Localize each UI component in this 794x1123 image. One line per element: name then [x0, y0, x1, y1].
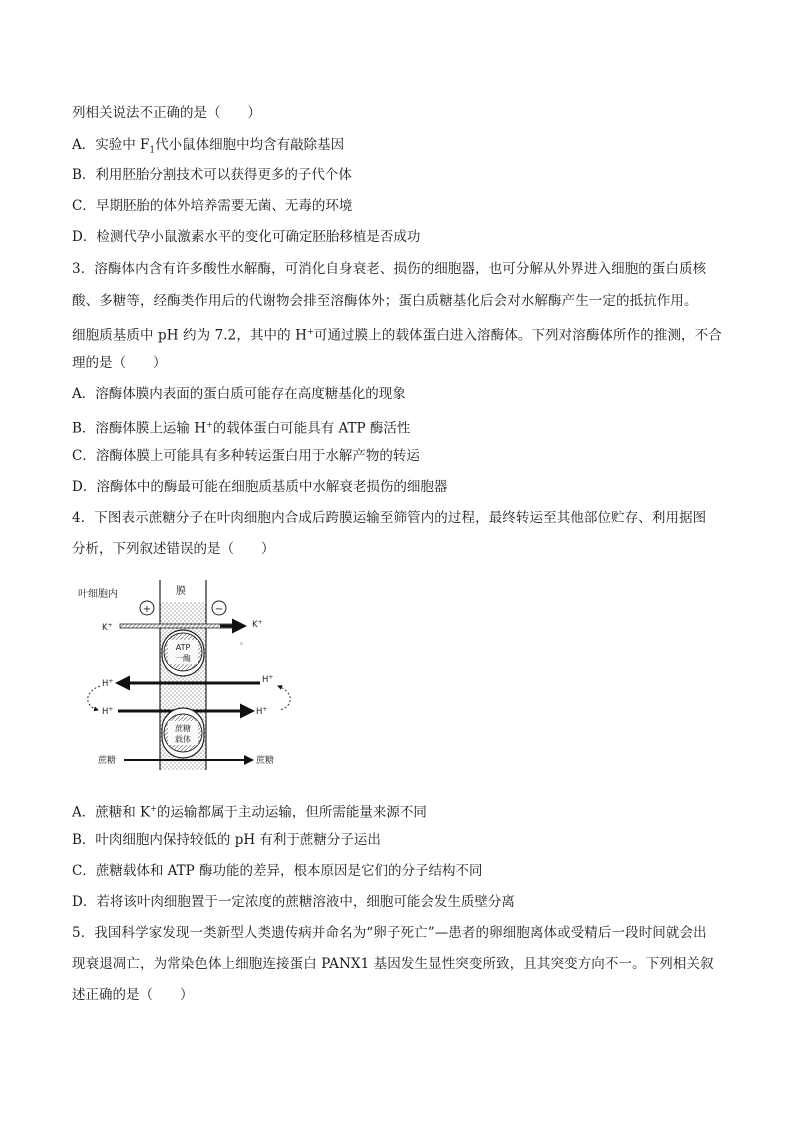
q3-stem-line2: 酸、多糖等，经酶类作用后的代谢物会排至溶酶体外；蛋白质糖基化后会对水解酶产生一定的抵抗作用。 — [72, 293, 698, 309]
svg-text:−: − — [214, 604, 224, 615]
svg-text:+: + — [142, 604, 152, 615]
sucrose-right-label: 蔗糖 — [256, 756, 275, 766]
k-ion-left: K+ — [102, 622, 113, 633]
q3-stem-line1: 3．溶酶体内含有许多酸性水解酶，可消化自身衰老、损伤的细胞器，也可分解从外界进入细胞的蛋白质核 — [72, 261, 707, 277]
q2-option-c: C．早期胚胎的体外培养需要无菌、无毒的环境 — [72, 198, 353, 214]
q2-option-d: D．检测代孕小鼠激素水平的变化可确定胚胎移植是否成功 — [72, 229, 421, 245]
h-ion-top-left: H+ — [102, 678, 114, 689]
membrane-label: 膜 — [176, 586, 186, 597]
q5-stem-line3: 述正确的是（ ） — [72, 987, 194, 1003]
q3-option-b: B．溶酶体膜上运输 H+的载体蛋白可能具有 ATP 酶活性 — [72, 420, 411, 437]
sucrose-carrier-label-bottom: 载体 — [175, 735, 191, 744]
q5-stem-line1: 5．我国科学家发现一类新型人类遗传病并命名为“卵子死亡”—患者的卵细胞离体或受精后一段时间就会出 — [72, 925, 707, 941]
atp-enzyme-label-bottom: 一酶 — [175, 654, 191, 663]
q2-stem-tail: 列相关说法不正确的是（ ） — [72, 105, 261, 121]
q4-option-c: C．蔗糖载体和 ATP 酶功能的差异，根本原因是它们的分子结构不同 — [72, 863, 483, 879]
q3-stem-line4: 理的是（ ） — [72, 355, 167, 371]
sucrose-carrier-label-top: 蔗糖 — [175, 724, 191, 733]
h-ion-top-right: H+ — [262, 674, 274, 685]
q3-stem-line3: 细胞质基质中 pH 约为 7.2，其中的 H+可通过膜上的载体蛋白进入溶酶体。下列对溶酶体所作的推测，不合 — [72, 327, 722, 344]
h-ion-bottom-right: H+ — [256, 706, 268, 717]
q3-option-c: C．溶酶体膜上可能具有多种转运蛋白用于水解产物的转运 — [72, 448, 420, 464]
q2-option-a: A．实验中 $F_1$代小鼠体细胞中均含有敲除基因 — [72, 137, 345, 156]
sucrose-transport-diagram — [72, 580, 302, 775]
h-ion-bottom-left: H+ — [102, 706, 114, 717]
k-ion-right: K+ — [252, 619, 263, 630]
atp-enzyme-label-top: ATP — [175, 643, 191, 652]
right-recycle-arrow — [278, 686, 290, 710]
q4-stem-line2: 分析，下列叙述错误的是（ ） — [72, 541, 275, 557]
sucrose-left-label: 蔗糖 — [98, 756, 117, 766]
q4-option-a: A．蔗糖和 K+的运输都属于主动运输，但所需能量来源不同 — [72, 804, 427, 821]
cell-interior-label: 叶细胞内 — [78, 589, 118, 600]
small-mark: 。 — [240, 637, 248, 646]
left-recycle-arrow — [88, 686, 100, 710]
q5-stem-line2: 现衰退凋亡，为常染色体上细胞连接蛋白 PANX1 基因发生显性突变所致，且其突变方向不一。下列相关叙 — [72, 956, 714, 972]
q3-option-a: A．溶酶体膜内表面的蛋白质可能存在高度糖基化的现象 — [72, 386, 406, 402]
q4-option-b: B．叶肉细胞内保持较低的 pH 有利于蔗糖分子运出 — [72, 832, 381, 848]
q4-stem-line1: 4．下图表示蔗糖分子在叶肉细胞内合成后跨膜运输至筛管内的过程，最终转运至其他部位贮存、利用据图 — [72, 510, 707, 526]
q3-option-d: D．溶酶体中的酶最可能在细胞质基质中水解衰老损伤的细胞器 — [72, 479, 448, 495]
q2-option-b: B．利用胚胎分割技术可以获得更多的子代个体 — [72, 167, 352, 183]
q4-option-d: D．若将该叶肉细胞置于一定浓度的蔗糖溶液中，细胞可能会发生质壁分离 — [72, 894, 515, 910]
